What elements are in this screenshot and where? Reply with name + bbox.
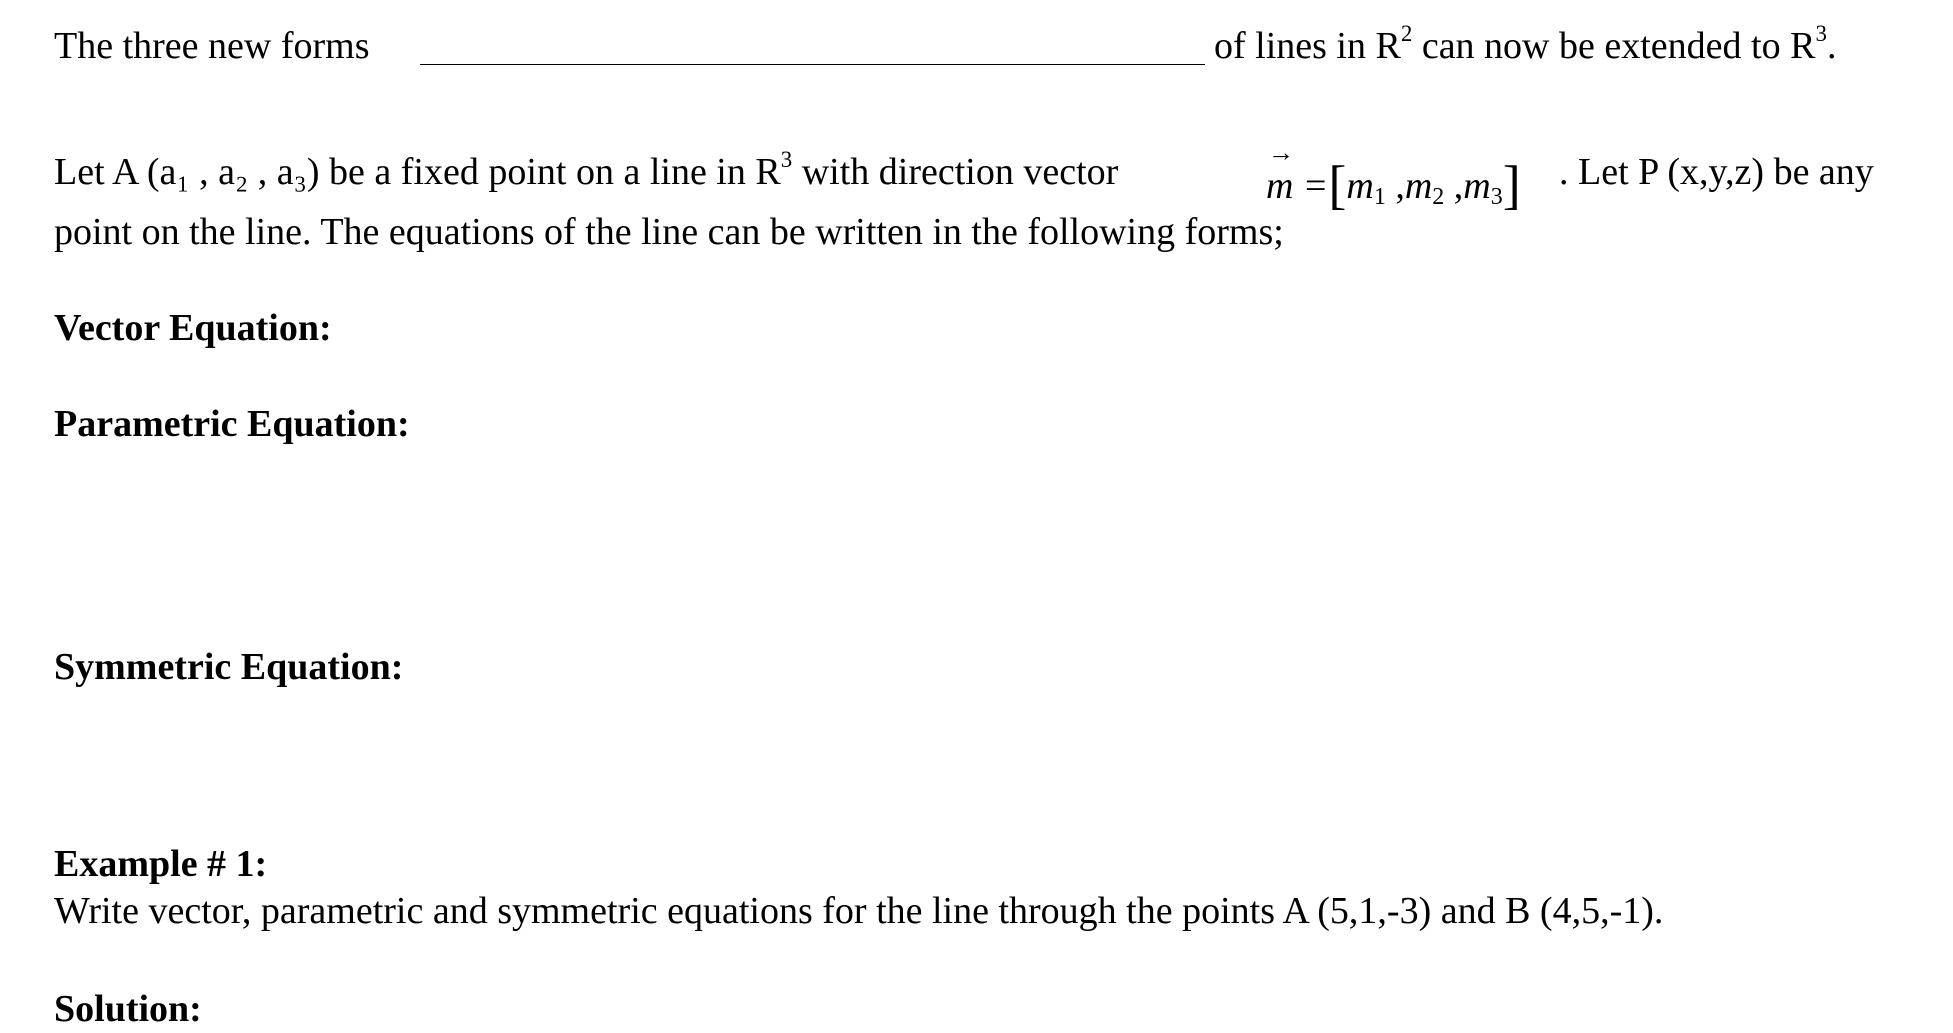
component-m3-sub: 3 [1490, 184, 1503, 210]
intro-text-b: can now be extended to R [1412, 25, 1816, 67]
intro-sup-r3: 3 [1815, 21, 1827, 46]
heading-parametric-equation: Parametric Equation: [54, 403, 410, 445]
direction-vector-formula [1266, 138, 1521, 215]
definition-text-a: Let A (a₁ , a₂ , a₃) be a fixed point on a line in R [54, 151, 781, 193]
intro-after-blank [1214, 21, 1837, 67]
definition-sup-r3: 3 [780, 147, 793, 172]
definition-text-b: with direction vector [792, 151, 1119, 193]
definition-line2: point on the line. The equations of the line can be written in the following forms; [54, 211, 1284, 253]
component-m2-sub: 2 [1432, 184, 1445, 210]
left-bracket: [ [1328, 155, 1347, 215]
equals-sign: = [1304, 165, 1327, 207]
heading-vector-equation: Vector Equation: [54, 307, 332, 349]
component-m1: m [1346, 165, 1374, 207]
intro-sup-r2: 2 [1400, 21, 1413, 46]
definition-line1-right: . Let P (x,y,z) be any [1559, 151, 1874, 193]
vector-m [1266, 138, 1294, 207]
component-m3: m [1463, 165, 1491, 207]
example-text: Write vector, parametric and symmetric equations for the line through the points A (5,1,-3) and B (4,5,-1). [54, 890, 1664, 932]
example-title: Example # 1: [54, 843, 268, 885]
fill-in-blank [420, 64, 1205, 65]
right-bracket: ] [1502, 155, 1521, 215]
intro-text-a: of lines in R [1214, 25, 1401, 67]
heading-symmetric-equation: Symmetric Equation: [54, 646, 404, 688]
comma-2: , [1444, 165, 1464, 207]
intro-text-c: . [1826, 25, 1837, 67]
solution-label: Solution: [54, 988, 202, 1030]
comma-1: , [1385, 165, 1405, 207]
vector-m-letter: m [1266, 165, 1294, 207]
component-m1-sub: 1 [1373, 184, 1386, 210]
vector-arrow: → [1268, 138, 1294, 167]
intro-before-blank: The three new forms [54, 25, 370, 67]
definition-line1-left [54, 147, 1119, 193]
component-m2: m [1404, 165, 1433, 207]
